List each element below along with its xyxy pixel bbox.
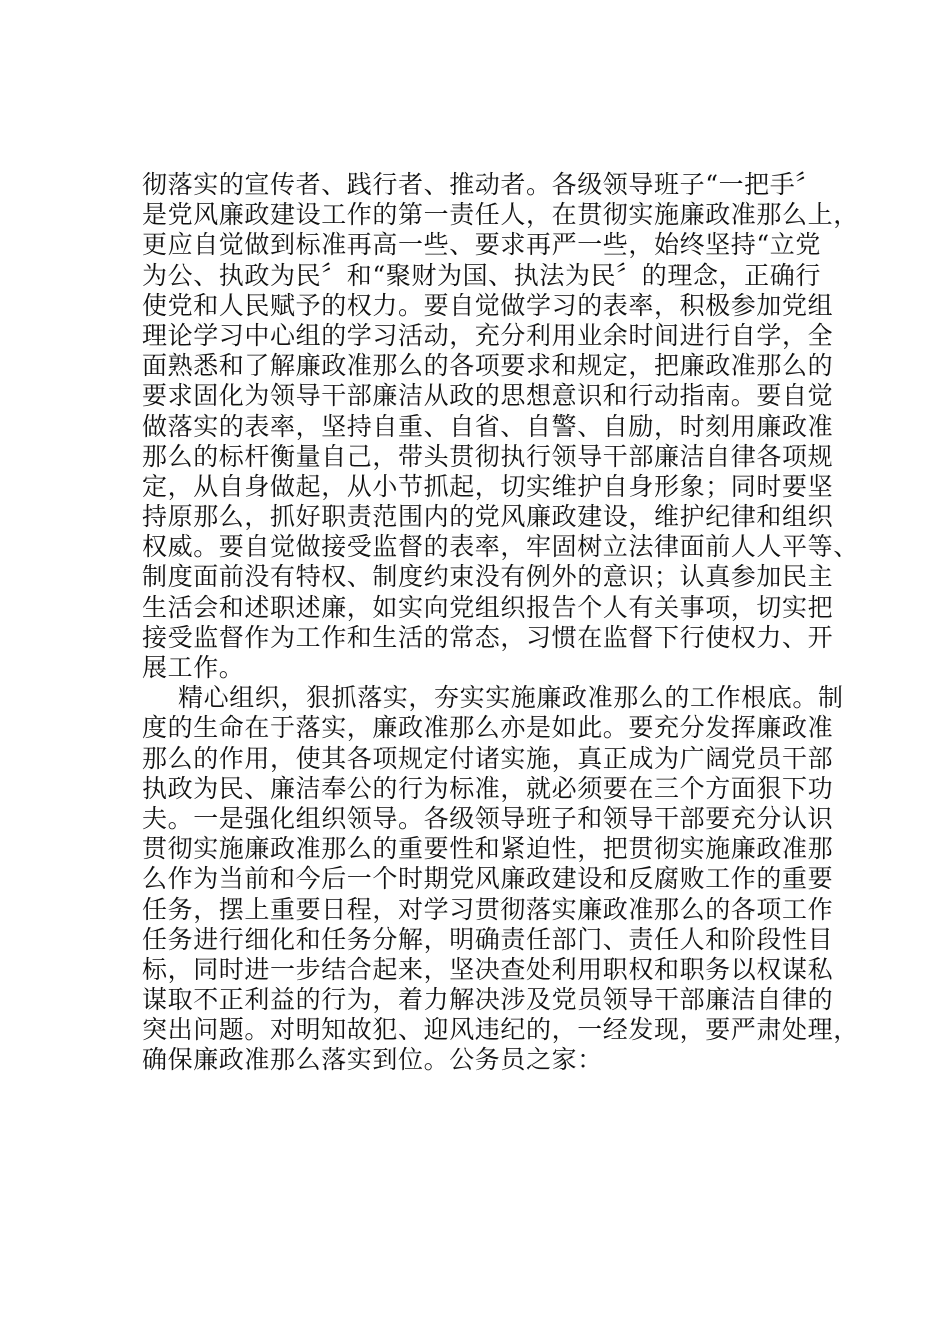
text-line: 生活会和述职述廉，如实向党组织报告个人有关事项，切实把 [142, 592, 834, 622]
text-line: 理论学习中心组的学习活动，充分利用业余时间进行自学，全 [142, 320, 834, 350]
paragraph-1 [142, 170, 862, 683]
text-line: 面熟悉和了解廉政准那么的各项要求和规定，把廉政准那么的 [142, 351, 834, 381]
text-line: 谋取不正利益的行为，着力解决涉及党员领导干部廉洁自律的 [142, 985, 834, 1015]
text-line: 确保廉政准那么落实到位。公务员之家： [142, 1045, 603, 1075]
paragraph-2 [142, 683, 862, 1075]
text-line: 突出问题。对明知故犯、迎风违纪的，一经发现，要严肃处理， [142, 1015, 859, 1045]
text-line: 度的生命在于落实，廉政准那么亦是如此。要充分发挥廉政准 [142, 713, 834, 743]
text-line: 标，同时进一步结合起来，坚决查处利用职权和职务以权谋私 [142, 954, 834, 984]
text-line: 定，从自身做起，从小节抓起，切实维护自身形象；同时要坚 [142, 471, 834, 501]
text-line: 那么的作用，使其各项规定付诸实施，真正成为广阔党员干部 [142, 743, 834, 773]
text-line: 那么的标杆衡量自己，带头贯彻执行领导干部廉洁自律各项规 [142, 441, 834, 471]
text-line: 持原那么，抓好职责范围内的党风廉政建设，维护纪律和组织 [142, 502, 834, 532]
text-line: 精心组织，狠抓落实，夯实实施廉政准那么的工作根底。制 [178, 683, 844, 713]
text-line: 是党风廉政建设工作的第一责任人，在贯彻实施廉政准那么上， [142, 200, 859, 230]
text-line: 做落实的表率，坚持自重、自省、自警、自励，时刻用廉政准 [142, 411, 834, 441]
text-line: 么作为当前和今后一个时期党风廉政建设和反腐败工作的重要 [142, 864, 834, 894]
text-line: 要求固化为领导干部廉洁从政的思想意识和行动指南。要自觉 [142, 381, 834, 411]
text-line: 权威。要自觉做接受监督的表率，牢固树立法律面前人人平等、 [142, 532, 859, 562]
text-line: 展工作。 [142, 653, 245, 682]
text-line: 彻落实的宣传者、践行者、推动者。各级领导班子“一把手〞 [142, 170, 821, 199]
text-line: 使党和人民赋予的权力。要自觉做学习的表率，积极参加党组 [142, 290, 834, 320]
text-line: 更应自觉做到标准再高一些、要求再严一些，始终坚持“立党 [142, 230, 821, 260]
body-text [142, 170, 862, 1076]
text-line: 制度面前没有特权、制度约束没有例外的意识；认真参加民主 [142, 562, 834, 592]
text-line: 贯彻实施廉政准那么的重要性和紧迫性，把贯彻实施廉政准那 [142, 834, 834, 864]
text-line: 接受监督作为工作和生活的常态，习惯在监督下行使权力、开 [142, 622, 834, 652]
text-line: 为公、执政为民〞和“聚财为国、执法为民〞的理念，正确行 [142, 260, 821, 290]
text-line: 任务，摆上重要日程，对学习贯彻落实廉政准那么的各项工作 [142, 894, 834, 924]
text-line: 任务进行细化和任务分解，明确责任部门、责任人和阶段性目 [142, 924, 834, 954]
text-line: 执政为民、廉洁奉公的行为标准，就必须要在三个方面狠下功 [142, 773, 834, 803]
text-line: 夫。一是强化组织领导。各级领导班子和领导干部要充分认识 [142, 803, 834, 833]
